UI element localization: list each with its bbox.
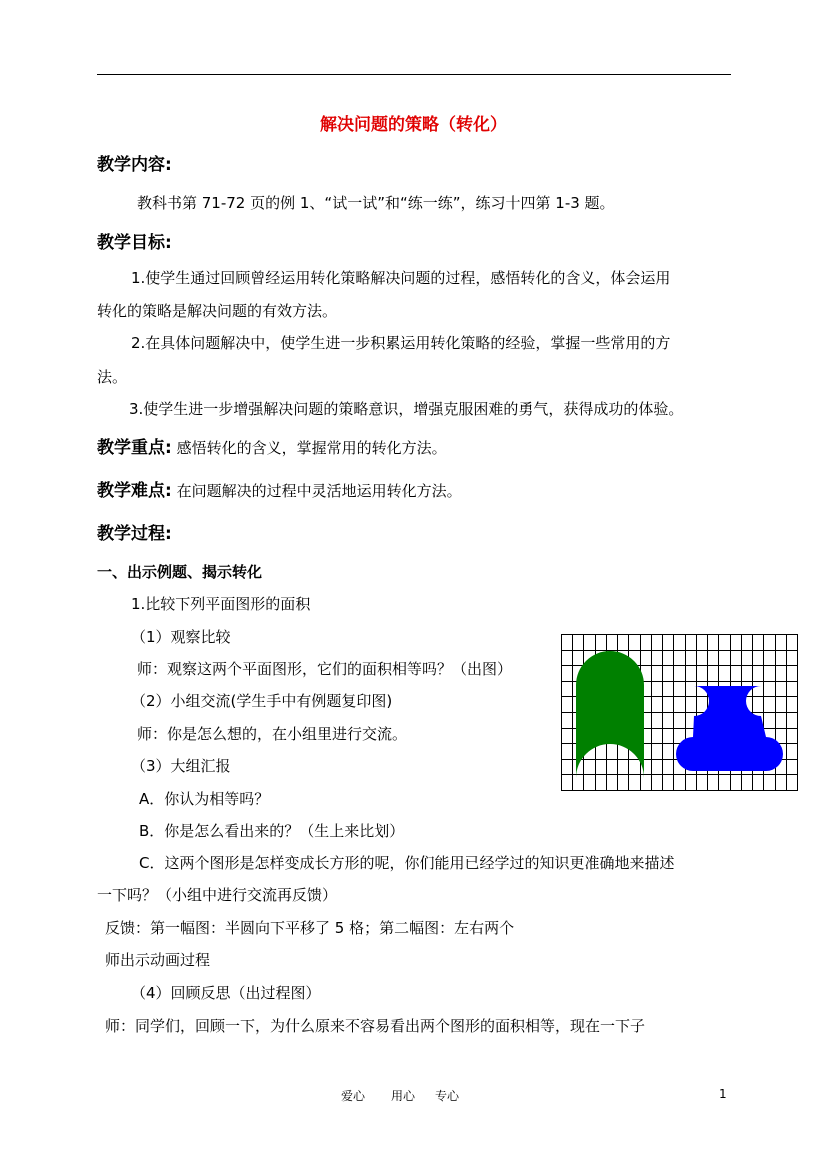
part-1-heading: 一、出示例题、揭示转化 <box>97 563 263 581</box>
footer-slogan-1: 爱心 <box>341 1089 366 1103</box>
question-c-line-1: C．这两个图形是怎样变成长方形的呢，你们能用已经学过的知识更准确地来描述 <box>139 854 675 872</box>
step-group: （2）小组交流(学生手中有例题复印图) <box>131 692 393 710</box>
goals-heading: 教学目标: <box>97 233 172 253</box>
header-rule <box>97 74 731 75</box>
key-text: 感悟转化的含义，掌握常用的转化方法。 <box>176 439 447 457</box>
goal-2-line-2: 法。 <box>97 368 128 386</box>
difficulty-text: 在问题解决的过程中灵活地运用转化方法。 <box>176 482 462 500</box>
process-heading: 教学过程: <box>97 524 172 544</box>
difficulty-label: 教学难点: <box>97 481 172 501</box>
teacher-review: 师：同学们，回顾一下，为什么原来不容易看出两个图形的面积相等，现在一下子 <box>105 1017 646 1035</box>
footer-slogan-3: 专心 <box>435 1089 460 1103</box>
step-review: （4）回顾反思（出过程图） <box>131 984 321 1002</box>
difficulty <box>97 481 462 501</box>
feedback: 反馈：第一幅图：半圆向下平移了 5 格；第二幅图：左右两个 <box>105 919 515 937</box>
content-text: 教科书第 71-72 页的例 1、“试一试”和“练一练”，练习十四第 1-3 题。 <box>137 194 615 212</box>
goal-3: 3.使学生进一步增强解决问题的策略意识，增强克服困难的勇气，获得成功的体验。 <box>129 400 684 418</box>
teacher-ask-2: 师：你是怎么想的，在小组里进行交流。 <box>137 725 408 743</box>
question-c-line-2: 一下吗？（小组中进行交流再反馈） <box>97 886 338 904</box>
goal-1-line-2: 转化的策略是解决问题的有效方法。 <box>97 302 338 320</box>
question-a: A．你认为相等吗？ <box>139 790 270 808</box>
teacher-animation: 师出示动画过程 <box>105 951 211 969</box>
green-arch-shape <box>576 651 644 778</box>
teacher-ask-1: 师：观察这两个平面图形，它们的面积相等吗？（出图） <box>137 660 513 678</box>
step-1: 1.比较下列平面图形的面积 <box>131 595 311 613</box>
footer-slogan-2: 用心 <box>391 1089 416 1103</box>
question-b: B．你是怎么看出来的？（生上来比划） <box>139 822 405 840</box>
content-heading: 教学内容: <box>97 155 172 175</box>
goal-1-line-1: 1.使学生通过回顾曾经运用转化策略解决问题的过程，感悟转化的含义，体会运用 <box>131 269 671 287</box>
step-observe: （1）观察比较 <box>131 628 231 646</box>
step-report: （3）大组汇报 <box>131 757 231 775</box>
area-figure <box>561 634 798 791</box>
goal-2-line-1: 2.在具体问题解决中，使学生进一步积累运用转化策略的经验，掌握一些常用的方 <box>131 334 671 352</box>
key-point <box>97 438 447 458</box>
key-label: 教学重点: <box>97 438 172 458</box>
page-number: 1 <box>719 1087 727 1101</box>
page-title: 解决问题的策略（转化） <box>320 115 507 135</box>
